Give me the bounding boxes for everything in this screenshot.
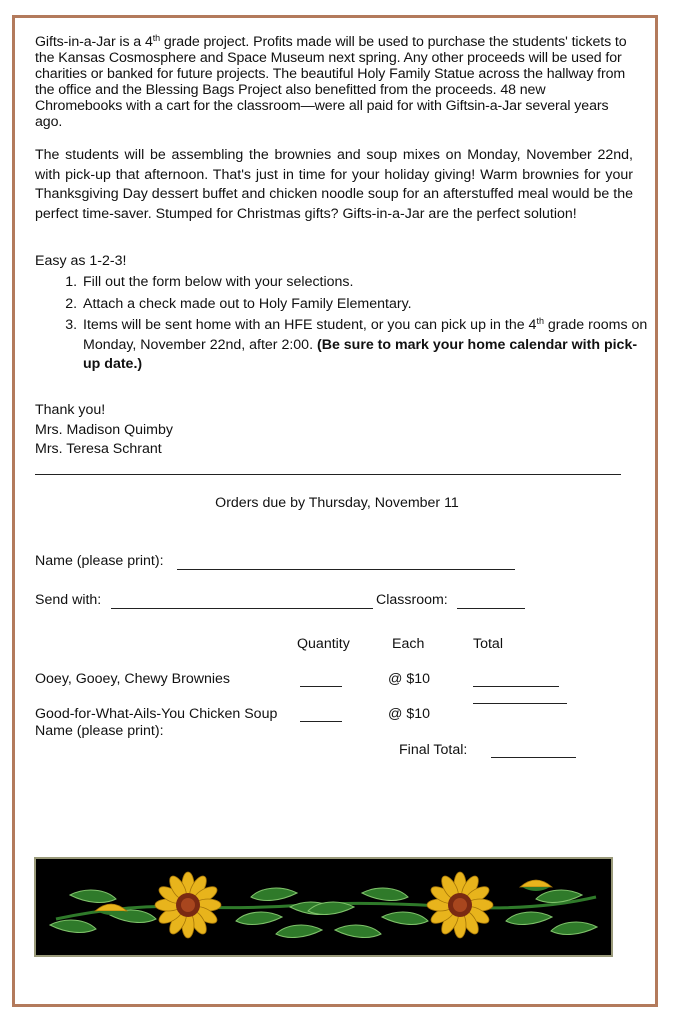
steps-list [57, 273, 649, 377]
soup-price: @ $10 [388, 706, 431, 722]
sunflower-banner [34, 857, 613, 957]
item-chicken-soup: Good-for-What-Ails-You Chicken Soup [35, 706, 278, 722]
teacher-name-1: Mrs. Madison Quimby [35, 421, 173, 438]
orders-due-date: Orders due by Thursday, November 11 [215, 495, 459, 511]
thanks-line: Thank you! [35, 402, 106, 418]
pickup-reminder: (Be sure to mark your home calendar with pick-up date.) [83, 336, 638, 372]
brownies-quantity-field[interactable] [300, 686, 342, 687]
classroom-field[interactable] [457, 608, 525, 609]
soup-total-field[interactable] [473, 703, 567, 704]
name-label: Name (please print): [35, 553, 164, 569]
intro-paragraph-2: The students will be assembling the brownies and soup mixes on Monday, November 22nd, with pick-up that afternoon. That's just in time for your holiday giving! Warm brownies for your Thanksgiving Day dessert buffet and chicken noodle soup for an afterstuffed meal would be the perfect time-saver. Stumped for Christmas gifts? Gifts-in-a-Jar are the perfect solution! [35, 147, 633, 222]
divider [35, 474, 621, 475]
brownies-total-field[interactable] [473, 686, 559, 687]
total-header: Total [473, 636, 503, 652]
send-with-field[interactable] [111, 608, 373, 609]
soup-quantity-field[interactable] [300, 721, 342, 722]
classroom-label: Classroom: [376, 592, 448, 608]
brownies-price: @ $10 [388, 671, 431, 687]
each-header: Each [392, 636, 425, 652]
intro-paragraph-1: Gifts-in-a-Jar is a 4th grade project. Profits made will be used to purchase the students' tickets to the Kansas Cosmosphere and Space Museum next spring. Any other proceeds will be used for charities or banked for future projects. The beautiful Holy Family Statue across the hallway from the office and the Blessing Bags Project also benefitted from the proceeds. 48 new Chromebooks with a cart for the classroom—were all paid for with Giftsin-a-Jar several years ago. [35, 33, 627, 130]
step-1: 1. Fill out the form below with your selections. [81, 273, 649, 293]
name-label-2: Name (please print): [35, 723, 164, 739]
teacher-name-2: Mrs. Teresa Schrant [35, 441, 162, 457]
name-field[interactable] [177, 569, 515, 570]
signature-block [35, 401, 173, 460]
quantity-header: Quantity [297, 636, 350, 652]
step-3: 3. Items will be sent home with an HFE student, or you can pick up in the 4th grade rooms on Monday, November 22nd, after 2:00. (Be sure to mark your home calendar with pick-up date.) [81, 316, 649, 375]
step-2: 2. Attach a check made out to Holy Family Elementary. [81, 295, 649, 315]
final-total-field[interactable] [491, 757, 576, 758]
sunflower-border-art-icon [36, 859, 611, 955]
send-with-label: Send with: [35, 592, 102, 608]
steps-heading: Easy as 1-2-3! [35, 253, 127, 269]
item-brownies: Ooey, Gooey, Chewy Brownies [35, 671, 231, 687]
final-total-label: Final Total: [399, 742, 468, 758]
